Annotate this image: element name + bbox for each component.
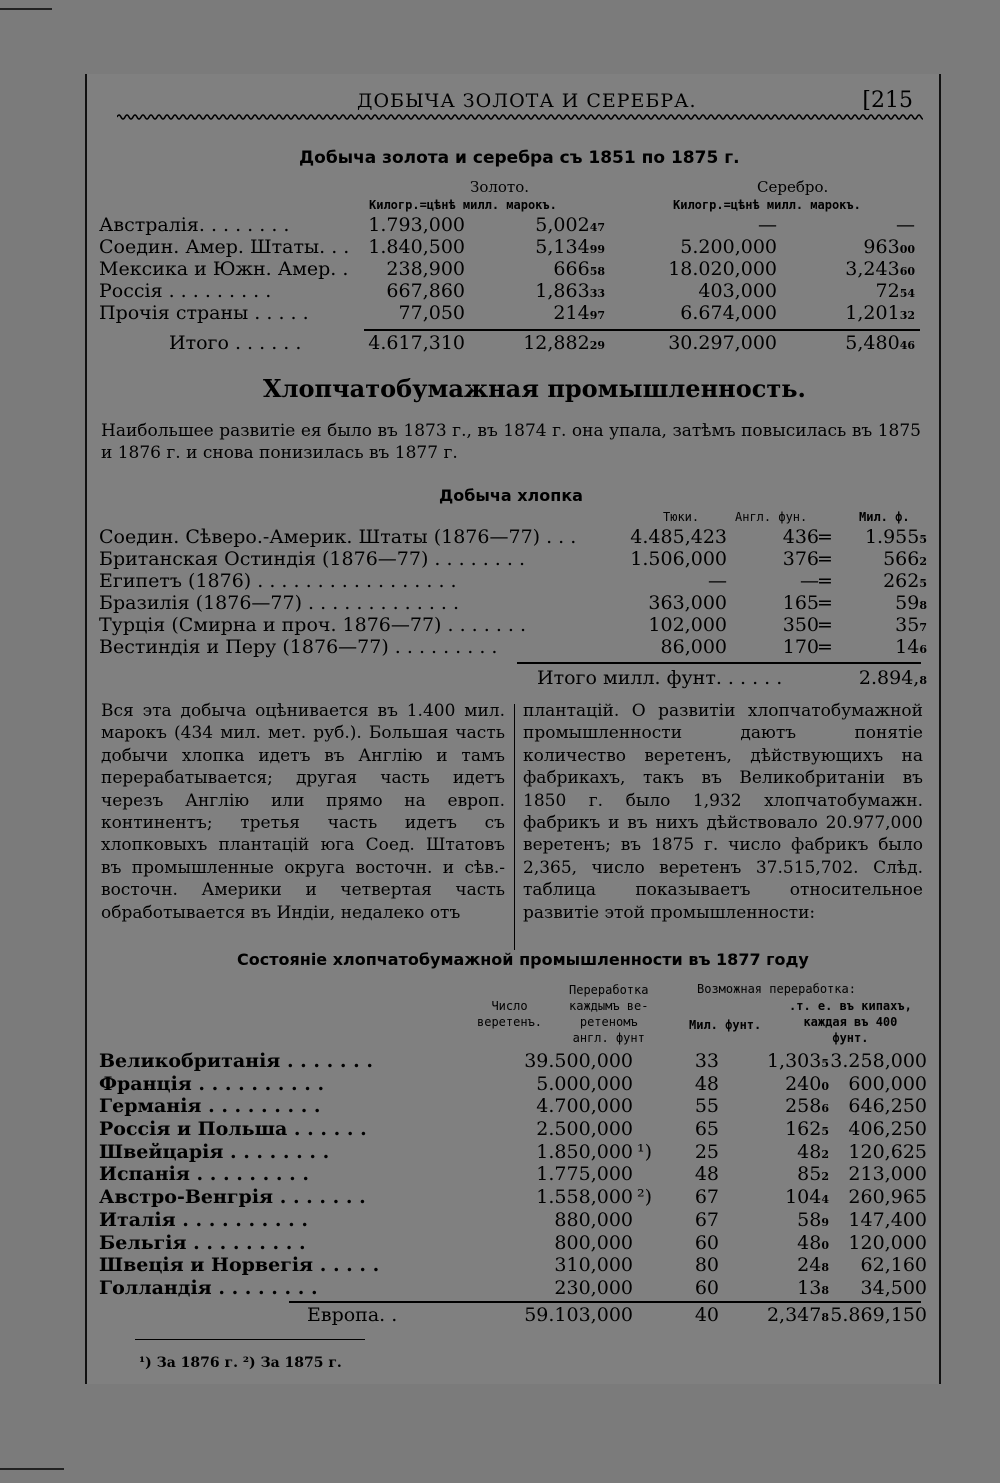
state-country: Голландія . . . . . . . . xyxy=(99,1276,318,1299)
gold-marks: 66658 xyxy=(553,258,605,280)
state-row xyxy=(99,1095,927,1118)
state-col-per-spindle xyxy=(569,982,648,1046)
state-mil-decimals: 6 xyxy=(821,1102,829,1116)
cotton-bales: 4.485,423 xyxy=(626,526,727,548)
state-mil: 480 xyxy=(797,1231,829,1254)
state-mil-decimals: 5 xyxy=(821,1057,829,1070)
gold-marks-decimals: 47 xyxy=(589,221,605,234)
state-row xyxy=(99,1073,927,1096)
total-rule xyxy=(364,329,920,331)
header-line: ретеномъ xyxy=(579,1015,638,1029)
state-bales: 34,500 xyxy=(860,1276,927,1299)
cotton-industry-title: Хлопчатобумажная промышленность. xyxy=(263,374,806,403)
state-mil-decimals: 8 xyxy=(821,1261,829,1275)
state-mil-decimals: 4 xyxy=(821,1193,829,1207)
cotton-mil-decimals: 7 xyxy=(919,621,927,634)
gold-marks-decimals: 33 xyxy=(589,287,605,300)
wavy-rule xyxy=(117,112,923,122)
silver-kg: 403,000 xyxy=(698,280,777,302)
cotton-lbs: 436 xyxy=(782,526,819,548)
silver-kg: 18.020,000 xyxy=(668,258,777,280)
state-mil: 482 xyxy=(797,1140,829,1163)
gold-label: Золото. xyxy=(470,178,530,196)
silver-subheader: Килогр.=цѣнѣ милл. марокъ. xyxy=(673,198,861,212)
gold-kg: 4.617,310 xyxy=(368,332,465,354)
state-mil: 248 xyxy=(797,1254,829,1277)
state-spindles: 310,000 xyxy=(554,1254,633,1277)
header-line: каждая въ 400 xyxy=(803,1015,898,1029)
state-per-spindle: 67 xyxy=(694,1186,719,1209)
cotton-mil-decimals: 5 xyxy=(919,577,927,590)
cotton-mil-decimals: 6 xyxy=(919,643,927,656)
cotton-total-label: Итого милл. фунт. . . . . . xyxy=(537,667,783,689)
cotton-mil-decimals: 5 xyxy=(919,533,927,546)
state-per-spindle: 60 xyxy=(694,1231,719,1254)
gold-marks: 12,88229 xyxy=(523,332,605,354)
gold-marks: 5,00247 xyxy=(535,214,605,236)
cotton-lbs: — xyxy=(800,570,819,592)
header-line: Переработка xyxy=(569,983,649,997)
header-line: .т. е. въ кипахъ, xyxy=(789,999,912,1013)
silver-marks-decimals: 00 xyxy=(899,243,915,256)
table-row xyxy=(99,258,927,280)
state-mil: 2,3478 xyxy=(766,1304,829,1326)
silver-marks-decimals: 60 xyxy=(899,265,915,278)
state-mil-decimals: 8 xyxy=(821,1283,829,1297)
state-mil: 2586 xyxy=(785,1095,829,1118)
silver-marks: — xyxy=(896,214,915,236)
cotton-row xyxy=(99,570,927,592)
state-mil-decimals: 0 xyxy=(821,1079,829,1093)
column-divider xyxy=(514,704,515,950)
country-name: Прочія страны . . . . . xyxy=(99,302,309,324)
state-bales: 120,000 xyxy=(848,1231,927,1254)
state-row xyxy=(99,1232,927,1255)
running-header xyxy=(87,88,939,114)
state-mil-decimals: 5 xyxy=(821,1125,829,1139)
state-country: Россія и Польша . . . . . . xyxy=(99,1118,367,1141)
state-row xyxy=(99,1141,927,1164)
state-col3-top: Возможная переработка: xyxy=(697,982,856,996)
table-row xyxy=(99,236,927,258)
state-spindles: 2.500,000 xyxy=(536,1118,633,1141)
cotton-mil: 5662 xyxy=(883,548,927,570)
state-country: Испанія . . . . . . . . . xyxy=(99,1163,309,1186)
cotton-bales: — xyxy=(704,570,727,592)
gold-silver-table xyxy=(99,214,927,354)
cotton-row xyxy=(99,592,927,614)
cotton-lbs: 350 xyxy=(782,614,819,636)
state-mil: 1,3035 xyxy=(766,1050,829,1072)
state-country: Европа. . xyxy=(307,1304,398,1326)
cotton-table xyxy=(99,526,927,658)
footnote-rule xyxy=(135,1339,365,1340)
page-number: [215 xyxy=(862,88,913,113)
country-name: Соедин. Амер. Штаты. . . xyxy=(99,236,350,258)
cotton-row xyxy=(99,548,927,570)
state-bales: 213,000 xyxy=(848,1163,927,1186)
cotton-total xyxy=(859,667,927,689)
state-spindles: 1.850,000 xyxy=(536,1140,633,1163)
gold-marks: 1,86333 xyxy=(535,280,605,302)
header-line: веретенъ. xyxy=(477,1015,543,1029)
state-country: Великобританія . . . . . . . xyxy=(99,1050,373,1072)
state-per-spindle: 65 xyxy=(694,1118,719,1141)
scan-mark xyxy=(0,8,52,10)
state-spindles: 4.700,000 xyxy=(536,1095,633,1118)
state-spindles: 59.103,000 xyxy=(524,1304,633,1326)
state-row xyxy=(99,1209,927,1232)
cotton-country: Бразилія (1876—77) . . . . . . . . . . . . . xyxy=(99,592,460,614)
gold-marks: 21497 xyxy=(553,302,605,324)
state-title: Состояніе хлопчатобумажной промышленности въ 1877 году xyxy=(237,950,809,969)
state-per-spindle: 55 xyxy=(694,1095,719,1118)
silver-kg: 30.297,000 xyxy=(668,332,777,354)
cotton-mil-decimals: 8 xyxy=(919,599,927,612)
state-country: Германія . . . . . . . . . xyxy=(99,1095,321,1118)
country-name: Итого . . . . . . xyxy=(169,332,302,354)
state-per-spindle: 25 xyxy=(694,1140,719,1163)
state-mil: 2400 xyxy=(785,1072,829,1095)
gold-kg: 1.793,000 xyxy=(368,214,465,236)
silver-marks-decimals: 54 xyxy=(899,287,915,300)
state-bales: 646,250 xyxy=(848,1095,927,1118)
state-total-rule xyxy=(289,1301,921,1303)
state-mil-decimals: 9 xyxy=(821,1215,829,1229)
state-country: Италія . . . . . . . . . . xyxy=(99,1208,308,1231)
state-mil: 1044 xyxy=(785,1186,829,1209)
cotton-mil: 598 xyxy=(895,592,927,614)
gold-subheader: Килогр.=цѣнѣ милл. марокъ. xyxy=(369,198,557,212)
state-row xyxy=(99,1254,927,1277)
silver-marks-decimals: 32 xyxy=(899,309,915,322)
equals-sign: = xyxy=(817,570,833,592)
page xyxy=(85,74,941,1384)
state-mil-decimals: 2 xyxy=(821,1147,829,1161)
state-per-spindle: 48 xyxy=(694,1072,719,1095)
state-spindles: 39.500,000 xyxy=(524,1050,633,1072)
state-per-spindle: 80 xyxy=(694,1254,719,1277)
state-row xyxy=(99,1050,927,1073)
state-row xyxy=(99,1163,927,1186)
gold-kg: 667,860 xyxy=(386,280,465,302)
equals-sign: = xyxy=(817,636,833,658)
gold-marks-decimals: 97 xyxy=(589,309,605,322)
state-row xyxy=(99,1118,927,1141)
state-spindles: 230,000 xyxy=(554,1276,633,1299)
equals-sign: = xyxy=(817,526,833,548)
cotton-country: Британская Остиндія (1876—77) . . . . . . . . xyxy=(99,548,526,570)
cotton-title: Добыча хлопка xyxy=(439,486,583,505)
cotton-mil: 2625 xyxy=(883,570,927,592)
state-per-spindle: 33 xyxy=(694,1050,719,1072)
cotton-mil: 357 xyxy=(895,614,927,636)
state-per-spindle: 60 xyxy=(694,1276,719,1299)
state-col-spindles xyxy=(477,998,542,1030)
gold-silver-title: Добыча золота и серебра съ 1851 по 1875 г. xyxy=(299,148,740,168)
header-line: каждымъ ве- xyxy=(569,999,649,1013)
gold-marks: 5,13499 xyxy=(535,236,605,258)
silver-marks: 7254 xyxy=(875,280,915,302)
cotton-total-rule xyxy=(517,662,921,664)
state-table xyxy=(99,1050,927,1300)
cotton-country: Турція (Смирна и проч. 1876—77) . . . . . . . xyxy=(99,614,527,636)
state-mil: 852 xyxy=(797,1163,829,1186)
silver-marks: 3,24360 xyxy=(845,258,915,280)
cotton-row xyxy=(99,614,927,636)
silver-marks: 5,48046 xyxy=(845,332,915,354)
header-line: фунт. xyxy=(832,1031,869,1045)
silver-kg: — xyxy=(758,214,777,236)
state-per-spindle: 48 xyxy=(694,1163,719,1186)
scan-mark xyxy=(0,1468,64,1470)
gold-kg: 238,900 xyxy=(386,258,465,280)
state-total xyxy=(99,1304,927,1327)
silver-kg: 6.674,000 xyxy=(680,302,777,324)
state-bales: 3.258,000 xyxy=(830,1050,927,1072)
country-name: Россія . . . . . . . . . xyxy=(99,280,272,302)
cotton-lbs: 376 xyxy=(782,548,819,570)
state-mil: 138 xyxy=(797,1276,829,1299)
state-bales: 120,625 xyxy=(848,1140,927,1163)
silver-kg: 5.200,000 xyxy=(680,236,777,258)
footnote-ref: ¹) xyxy=(637,1140,653,1163)
state-mil-decimals: 8 xyxy=(821,1311,829,1324)
state-country: Франція . . . . . . . . . . xyxy=(99,1072,325,1095)
cotton-total-value: 2.894, xyxy=(858,667,920,689)
state-bales: 260,965 xyxy=(848,1186,927,1209)
cotton-bales: 86,000 xyxy=(657,636,727,658)
country-name: Австралія. . . . . . . . xyxy=(99,214,290,236)
state-country: Швейцарія . . . . . . . . xyxy=(99,1140,330,1163)
table-row xyxy=(99,280,927,302)
state-mil-decimals: 2 xyxy=(821,1170,829,1184)
state-spindles: 800,000 xyxy=(554,1231,633,1254)
cotton-industry-paragraph: Наибольшее развитіе ея было въ 1873 г., въ 1874 г. она упала, затѣмъ повысилась въ 1875 и 1876 г. и снова понизилась въ 1877 г. xyxy=(101,421,921,464)
state-spindles: 1.775,000 xyxy=(536,1163,633,1186)
col-mil: Мил. ф. xyxy=(859,510,910,524)
country-name: Мексика и Южн. Амер. . xyxy=(99,258,349,280)
header-line: англ. фунт xyxy=(572,1031,645,1045)
state-mil: 589 xyxy=(797,1208,829,1231)
state-col-bales xyxy=(789,998,912,1046)
col-lbs: Англ. фун. xyxy=(735,510,808,524)
cotton-total-sup: 8 xyxy=(919,674,927,687)
silver-marks: 1,20132 xyxy=(845,302,915,324)
cotton-mil: 146 xyxy=(895,636,927,658)
state-country: Австро-Венгрія . . . . . . . xyxy=(99,1186,366,1209)
cotton-country: Соедин. Сѣверо.-Америк. Штаты (1876—77) . . . xyxy=(99,526,577,548)
cotton-bales: 102,000 xyxy=(644,614,727,636)
cotton-row xyxy=(99,526,927,548)
state-spindles: 5.000,000 xyxy=(536,1072,633,1095)
right-column: плантацій. О развитіи хлопчатобумажной промышленности даютъ понятіе количество веретенъ, дѣйствующихъ на фабрикахъ, такъ въ Великобританіи въ 1850 г. было 1,932 хлопчатобумажн. фабрикъ и въ нихъ дѣйствовало 20.977,000 веретенъ; въ 1875 г. число фабрикъ было 2,365, число веретенъ 37.515,702. Слѣд. таблица показываетъ относительное развитіе этой промышленности: xyxy=(523,701,923,923)
equals-sign: = xyxy=(817,592,833,614)
silver-label: Серебро. xyxy=(757,178,829,196)
cotton-bales: 363,000 xyxy=(644,592,727,614)
state-per-spindle: 67 xyxy=(694,1208,719,1231)
equals-sign: = xyxy=(817,548,833,570)
state-country: Бельгія . . . . . . . . . xyxy=(99,1231,306,1254)
state-row xyxy=(99,1186,927,1209)
state-spindles: 880,000 xyxy=(554,1208,633,1231)
left-column: Вся эта добыча оцѣнивается въ 1.400 мил. марокъ (434 мил. мет. руб.). Большая часть добычи хлопка идетъ въ Англію и тамъ перерабатывается; другая часть идетъ черезъ Англію или прямо на европ. континентъ; третья часть идетъ съ хлопковыхъ плантацій юга Соед. Штатовъ въ промышленные округа восточн. и сѣв.-восточн. Америки и четвертая часть обработывается въ Индіи, недалеко отъ xyxy=(101,701,505,923)
state-country: Швеція и Норвегія . . . . . xyxy=(99,1254,380,1277)
state-mil-decimals: 0 xyxy=(821,1238,829,1252)
state-bales: 147,400 xyxy=(848,1208,927,1231)
cotton-row xyxy=(99,636,927,658)
table-row xyxy=(99,214,927,236)
header-title: ДОБЫЧА ЗОЛОТА И СЕРЕБРА. xyxy=(357,90,697,112)
state-spindles: 1.558,000 xyxy=(536,1186,633,1209)
silver-marks: 96300 xyxy=(863,236,915,258)
gold-marks-decimals: 58 xyxy=(589,265,605,278)
state-row xyxy=(99,1277,927,1300)
state-bales: 5.869,150 xyxy=(830,1304,927,1326)
state-bales: 406,250 xyxy=(848,1118,927,1141)
gold-kg: 77,050 xyxy=(398,302,465,324)
cotton-lbs: 165 xyxy=(782,592,819,614)
cotton-bales: 1.506,000 xyxy=(626,548,727,570)
state-per-spindle: 40 xyxy=(694,1304,719,1326)
state-col-mil: Мил. фунт. xyxy=(689,1018,762,1032)
footnote: ¹) За 1876 г. ²) За 1875 г. xyxy=(139,1355,342,1371)
silver-marks-decimals: 46 xyxy=(899,339,915,352)
cotton-mil-decimals: 2 xyxy=(919,555,927,568)
cotton-lbs: 170 xyxy=(782,636,819,658)
state-bales: 600,000 xyxy=(848,1072,927,1095)
state-bales: 62,160 xyxy=(860,1254,927,1277)
gold-marks-decimals: 29 xyxy=(589,339,605,352)
gold-kg: 1.840,500 xyxy=(368,236,465,258)
footnote-ref: ²) xyxy=(637,1186,653,1209)
table-row xyxy=(99,302,927,324)
col-bales: Тюки. xyxy=(663,510,700,524)
cotton-country: Вестиндія и Перу (1876—77) . . . . . . . . . xyxy=(99,636,498,658)
cotton-mil: 1.9555 xyxy=(864,526,927,548)
gold-marks-decimals: 99 xyxy=(589,243,605,256)
header-line: Число xyxy=(491,999,528,1013)
equals-sign: = xyxy=(817,614,833,636)
state-total-row xyxy=(99,1304,927,1327)
cotton-country: Египетъ (1876) . . . . . . . . . . . . . . . . . xyxy=(99,570,457,592)
state-mil: 1625 xyxy=(785,1118,829,1141)
